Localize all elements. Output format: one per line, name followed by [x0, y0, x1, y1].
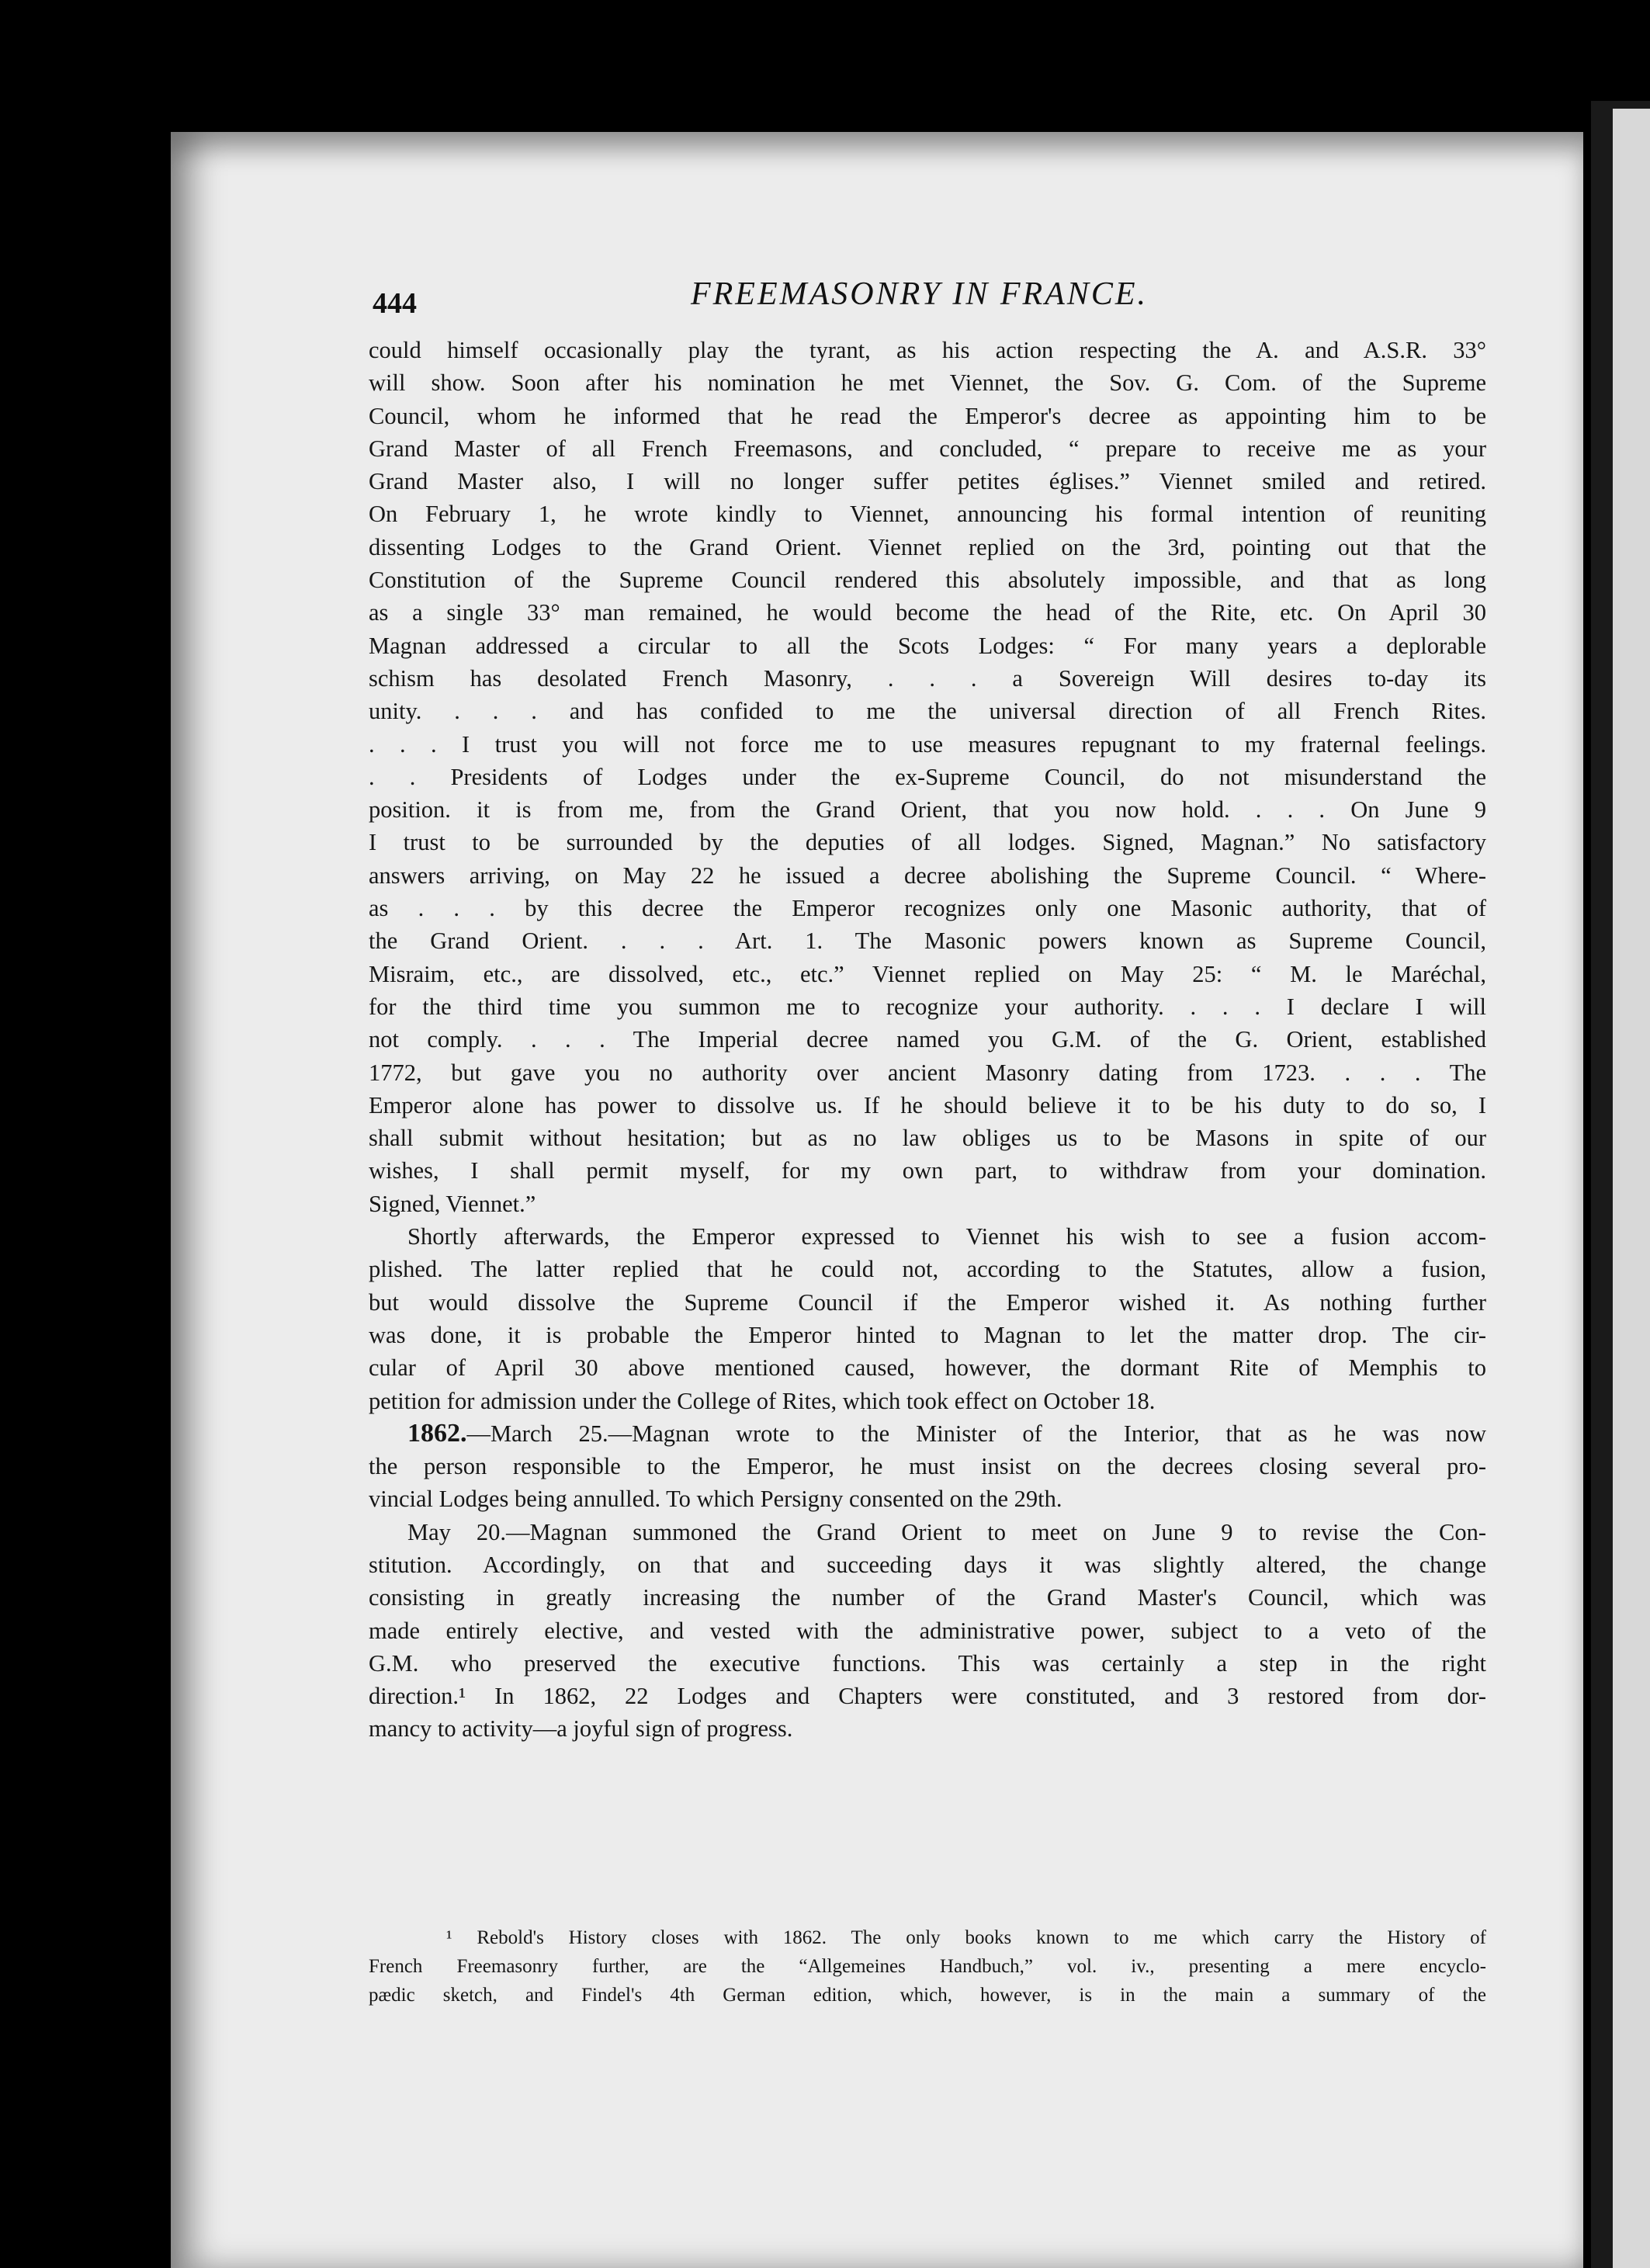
text-line: May 20.—Magnan summoned the Grand Orient to meet on June 9 to revise the Con- — [407, 1518, 1486, 1545]
text-line: On February 1, he wrote kindly to Viennet, announcing his formal intention of reuniting — [369, 501, 1486, 528]
footnote-line: French Freemasonry further, are the “Allgemeines Handbuch,” vol. iv., presenting a mere encyclo- — [369, 1956, 1486, 1977]
text-line: was done, it is probable the Emperor hinted to Magnan to let the matter drop. The cir- — [369, 1321, 1486, 1348]
text-line: as . . . by this decree the Emperor recognizes only one Masonic authority, that of — [369, 895, 1486, 922]
year-paragraph-line — [369, 1417, 1486, 1450]
page-header — [373, 276, 1490, 322]
footnote-line: pædic sketch, and Findel's 4th German edition, which, however, is in the main a summary of the — [369, 1985, 1486, 2006]
page-number: 444 — [373, 287, 417, 320]
text-line: direction.¹ In 1862, 22 Lodges and Chapters were constituted, and 3 restored from dor- — [369, 1683, 1486, 1710]
text-line: unity. . . . and has confided to me the universal direction of all French Rites. — [369, 698, 1486, 725]
footnotes — [369, 1923, 1486, 2010]
text-line: the Grand Orient. . . . Art. 1. The Masonic powers known as Supreme Council, — [369, 928, 1486, 955]
text-line: —March 25.—Magnan wrote to the Minister of the Interior, that as he was now — [466, 1420, 1486, 1447]
text-line: for the third time you summon me to recognize your authority. . . . I declare I will — [369, 993, 1486, 1020]
text-line: dissenting Lodges to the Grand Orient. Viennet replied on the 3rd, pointing out that the — [369, 533, 1486, 560]
text-line: Council, whom he informed that he read the Emperor's decree as appointing him to be — [369, 402, 1486, 429]
text-line: G.M. who preserved the executive functions. This was certainly a step in the right — [369, 1649, 1486, 1677]
text-line: position. it is from me, from the Grand Orient, that you now hold. . . . On June 9 — [369, 796, 1486, 824]
text-line: shall submit without hesitation; but as no law obliges us to be Masons in spite of our — [369, 1125, 1486, 1152]
body-text — [369, 334, 1486, 1746]
text-line: Signed, Viennet.” — [369, 1190, 536, 1217]
text-line: but would dissolve the Supreme Council if the Emperor wished it. As nothing further — [369, 1288, 1486, 1316]
text-line: petition for admission under the College of Rites, which took effect on October 18. — [369, 1387, 1156, 1414]
text-line: schism has desolated French Masonry, . . . a Sovereign Will desires to-day its — [369, 664, 1486, 692]
running-title: FREEMASONRY IN FRANCE. — [691, 276, 1149, 312]
text-line: Emperor alone has power to dissolve us. If he should believe it to be his duty to do so, I — [369, 1091, 1486, 1118]
text-line: as a single 33° man remained, he would become the head of the Rite, etc. On April 30 — [369, 599, 1486, 626]
text-line: Constitution of the Supreme Council rendered this absolutely impossible, and that as long — [369, 567, 1486, 594]
text-line: could himself occasionally play the tyrant, as his action respecting the A. and A.S.R. 33° — [369, 337, 1486, 363]
text-line: . . . I trust you will not force me to use measures repugnant to my fraternal feelings. — [369, 730, 1486, 758]
text-line: Grand Master of all French Freemasons, and concluded, “ prepare to receive me as your — [369, 435, 1486, 462]
text-line: will show. Soon after his nomination he met Viennet, the Sov. G. Com. of the Supreme — [369, 369, 1486, 397]
text-line: not comply. . . . The Imperial decree named you G.M. of the G. Orient, established — [369, 1026, 1486, 1053]
year-heading: 1862. — [407, 1418, 467, 1448]
text-line: Magnan addressed a circular to all the Scots Lodges: “ For many years a deplorable — [369, 632, 1486, 659]
text-line: the person responsible to the Emperor, he must insist on the decrees closing several pro- — [369, 1453, 1486, 1480]
adjacent-page-edge — [1613, 109, 1650, 2268]
text-line: Misraim, etc., are dissolved, etc., etc.” Viennet replied on May 25: “ M. le Maréchal, — [369, 960, 1486, 987]
text-line: Grand Master also, I will no longer suffer petites églises.” Viennet smiled and retired. — [369, 468, 1486, 495]
text-line: I trust to be surrounded by the deputies of all lodges. Signed, Magnan.” No satisfactory — [369, 829, 1486, 856]
text-line: . . Presidents of Lodges under the ex-Supreme Council, do not misunderstand the — [369, 763, 1486, 790]
text-line: Shortly afterwards, the Emperor expressed to Viennet his wish to see a fusion accom- — [407, 1223, 1486, 1250]
text-line: wishes, I shall permit myself, for my own part, to withdraw from your domination. — [369, 1157, 1486, 1184]
text-line: stitution. Accordingly, on that and succeeding days it was slightly altered, the change — [369, 1551, 1486, 1578]
text-line: vincial Lodges being annulled. To which Persigny consented on the 29th. — [369, 1486, 1062, 1513]
text-line: cular of April 30 above mentioned caused, however, the dormant Rite of Memphis to — [369, 1354, 1486, 1382]
text-line: 1772, but gave you no authority over ancient Masonry dating from 1723. . . . The — [369, 1059, 1486, 1086]
text-line: consisting in greatly increasing the number of the Grand Master's Council, which was — [369, 1584, 1486, 1611]
text-line: plished. The latter replied that he could not, according to the Statutes, allow a fusion, — [369, 1256, 1486, 1283]
footnote-line: ¹ Rebold's History closes with 1862. The only books known to me which carry the History of — [446, 1927, 1486, 1948]
text-line: made entirely elective, and vested with the administrative power, subject to a veto of the — [369, 1617, 1486, 1644]
text-line: answers arriving, on May 22 he issued a decree abolishing the Supreme Council. “ Where- — [369, 862, 1486, 889]
text-line: mancy to activity—a joyful sign of progress. — [369, 1715, 793, 1743]
